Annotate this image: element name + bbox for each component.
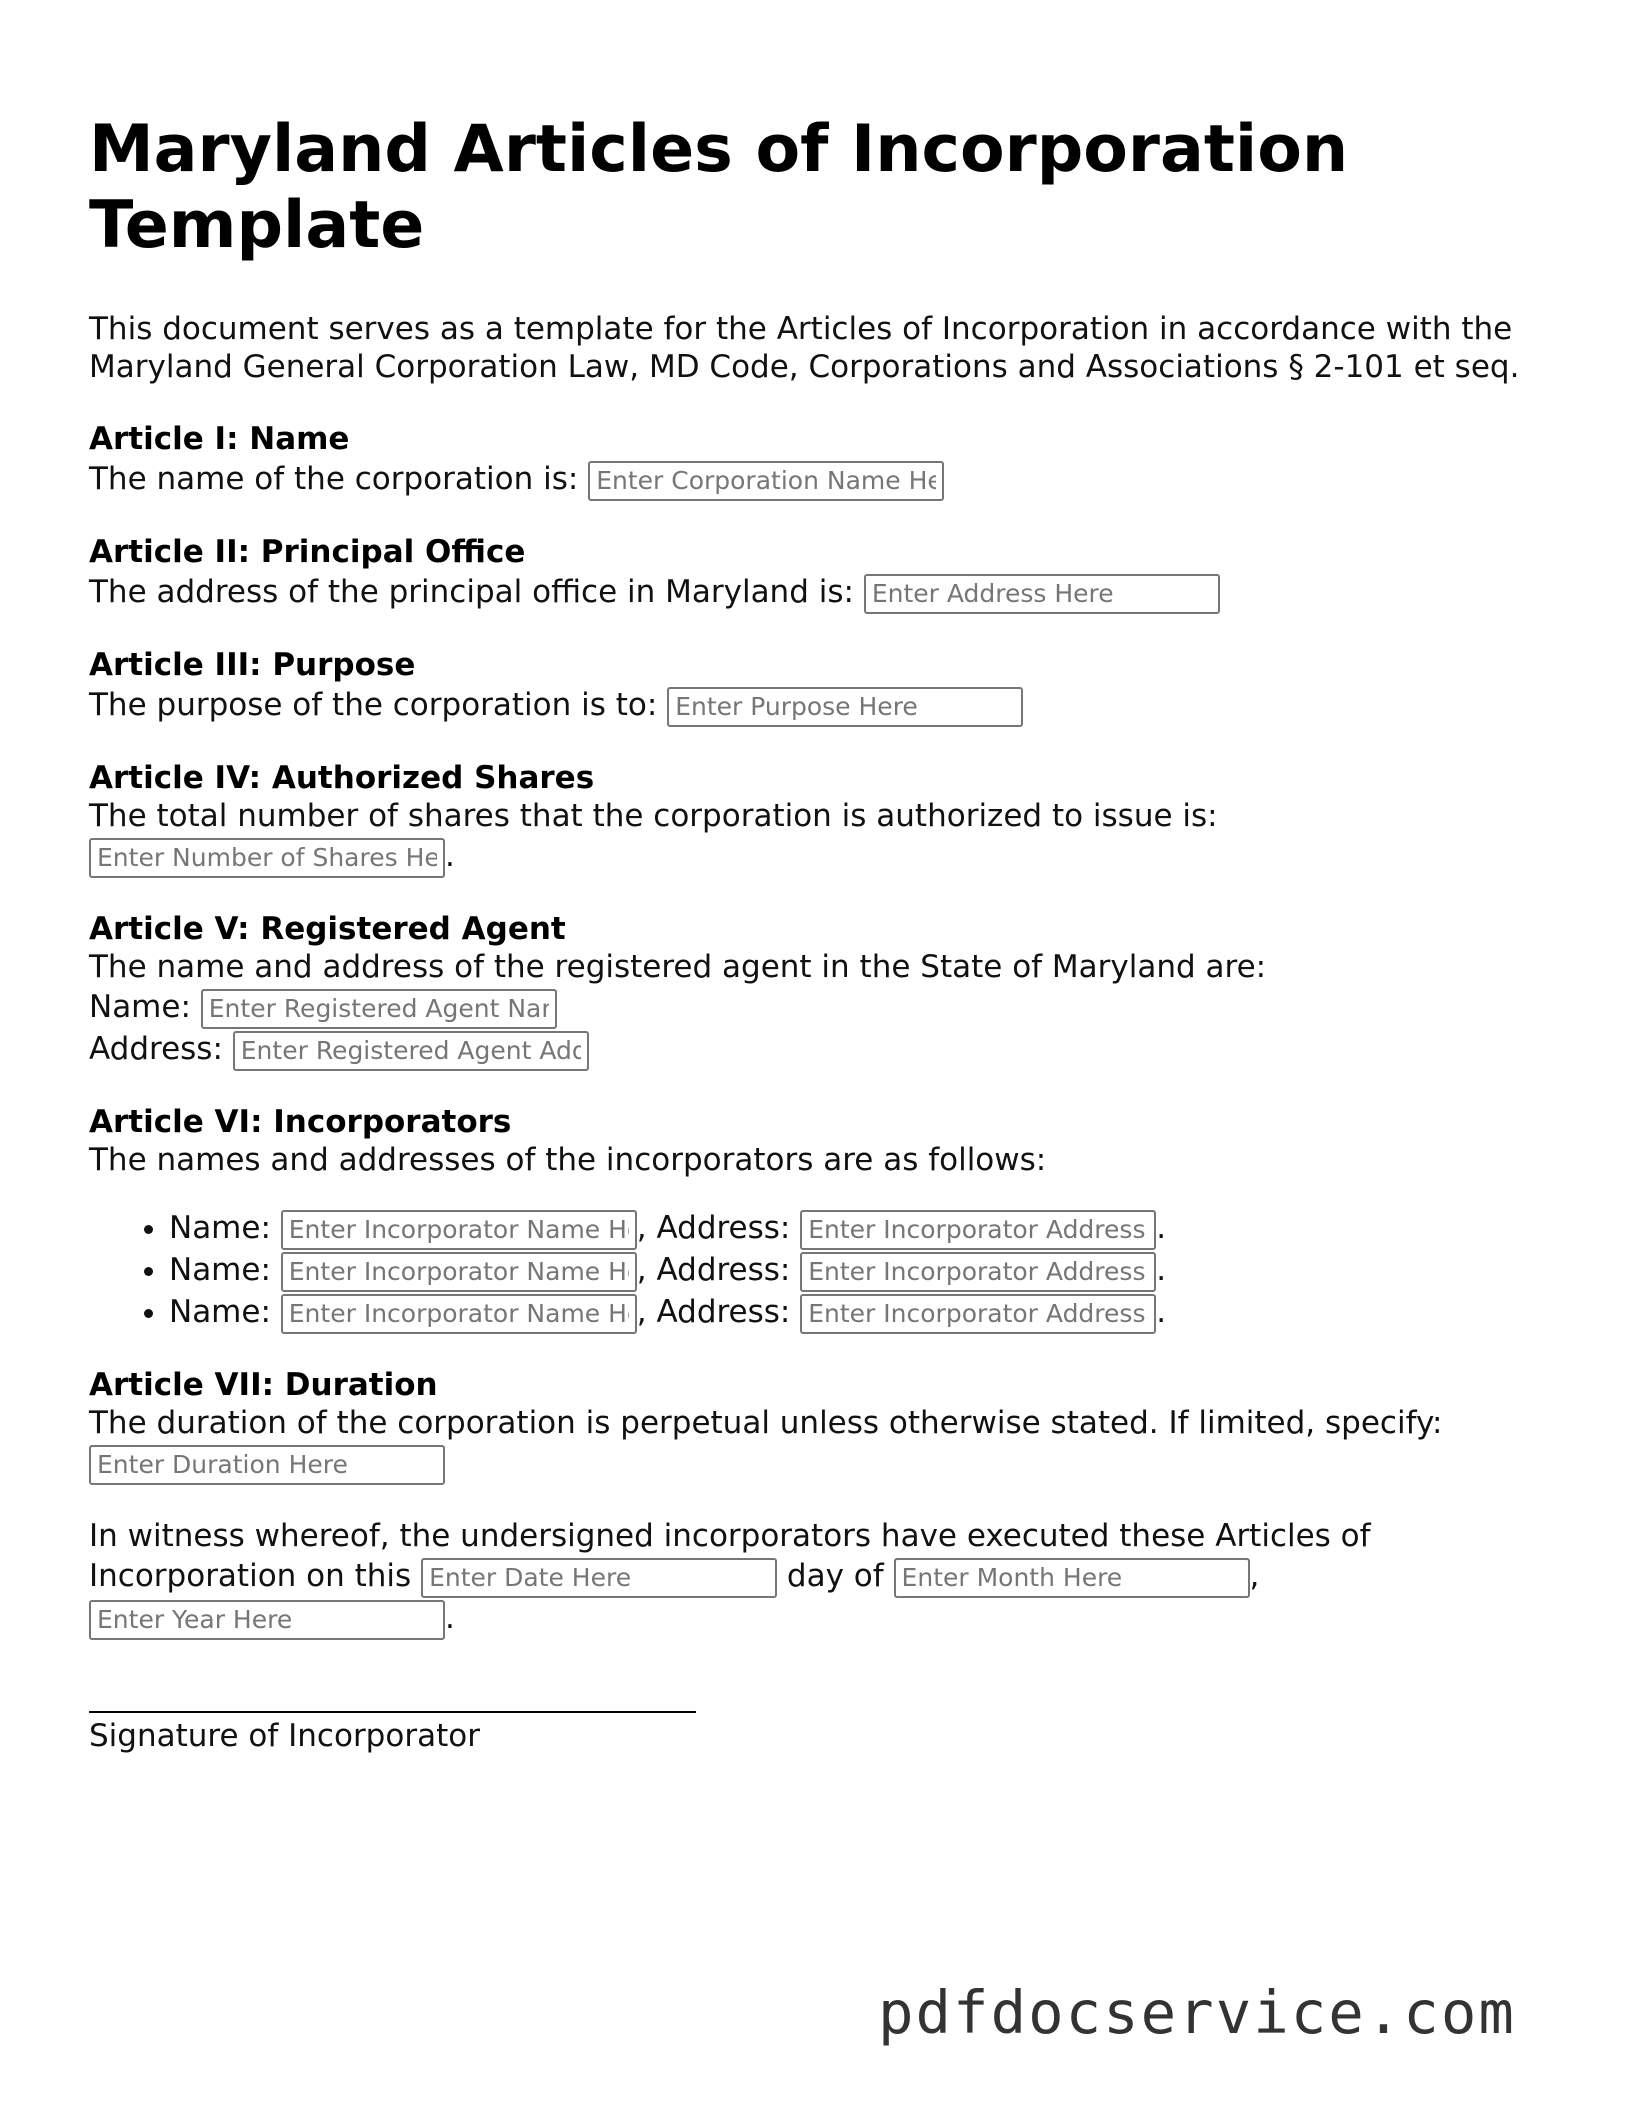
agent-address-line xyxy=(89,1028,1529,1070)
incorporator-address-input[interactable] xyxy=(800,1294,1156,1334)
article-heading: Article IV: Authorized Shares xyxy=(89,760,595,796)
article-purpose xyxy=(89,646,1529,726)
year-input[interactable] xyxy=(89,1600,445,1640)
article-text: The purpose of the corporation is to: xyxy=(89,687,658,723)
agent-name-line xyxy=(89,986,1529,1028)
article-duration xyxy=(89,1366,1529,1484)
period: . xyxy=(445,838,455,874)
incorporator-address-input[interactable] xyxy=(800,1252,1156,1292)
comma: , xyxy=(1249,1558,1260,1594)
duration-input[interactable] xyxy=(89,1445,445,1485)
article-line xyxy=(89,458,1529,500)
article-heading: Article II: Principal Office xyxy=(89,534,526,570)
article-line xyxy=(89,571,1529,613)
witness-text: In witness whereof, the undersigned incorporators have executed these Articles of xyxy=(89,1518,1371,1554)
incorporator-name-input[interactable] xyxy=(281,1294,637,1334)
period: . xyxy=(445,1600,455,1636)
intro-paragraph: This document serves as a template for the Articles of Incorporation in accordance with the Maryland General Corporation Law, MD Code, Corporations and Associations § 2-101 et seq. xyxy=(89,311,1520,385)
list-item xyxy=(169,1249,1529,1291)
article-text: The address of the principal office in Maryland is: xyxy=(89,574,854,610)
date-input[interactable] xyxy=(421,1558,777,1598)
incorporator-name-label: Name: xyxy=(169,1252,271,1288)
article-name xyxy=(89,420,1529,500)
agent-name-input[interactable] xyxy=(201,989,557,1029)
incorporator-list xyxy=(89,1207,1529,1333)
article-heading: Article VI: Incorporators xyxy=(89,1104,512,1140)
article-heading: Article I: Name xyxy=(89,421,350,457)
witness-year-line xyxy=(89,1597,1529,1639)
article-authorized-shares xyxy=(89,759,1529,877)
witness-text-2: Incorporation on this xyxy=(89,1558,412,1594)
article-text: The name of the corporation is: xyxy=(89,461,579,497)
incorporator-name-label: Name: xyxy=(169,1294,271,1330)
day-of-label: day of xyxy=(786,1558,884,1594)
period: . xyxy=(1156,1294,1167,1330)
article-heading: Article V: Registered Agent xyxy=(89,911,566,947)
article-text: The name and address of the registered agent in the State of Maryland are: xyxy=(89,949,1267,985)
signature-label: Signature of Incorporator xyxy=(89,1718,480,1754)
incorporator-address-input[interactable] xyxy=(800,1210,1156,1250)
article-incorporators xyxy=(89,1103,1529,1333)
article-text: The names and addresses of the incorporators are as follows: xyxy=(89,1142,1047,1178)
article-heading: Article III: Purpose xyxy=(89,647,416,683)
period: . xyxy=(1156,1252,1167,1288)
purpose-input[interactable] xyxy=(667,687,1023,727)
article-heading: Article VII: Duration xyxy=(89,1367,438,1403)
article-text: The duration of the corporation is perpetual unless otherwise stated. If limited, specify: xyxy=(89,1405,1443,1441)
brand-watermark: pdfdocservice.com xyxy=(878,1978,1516,2047)
article-line xyxy=(89,684,1529,726)
incorporator-name-label: Name: xyxy=(169,1210,271,1246)
agent-name-label: Name: xyxy=(89,989,191,1025)
list-item xyxy=(169,1291,1529,1333)
list-item xyxy=(169,1207,1529,1249)
document-page xyxy=(89,112,1529,1755)
article-registered-agent xyxy=(89,910,1529,1070)
agent-address-label: Address: xyxy=(89,1031,223,1067)
witness-date-line xyxy=(89,1555,1529,1597)
signature-line xyxy=(89,1711,696,1713)
article-principal-office xyxy=(89,533,1529,613)
shares-input[interactable] xyxy=(89,838,445,878)
period: . xyxy=(1156,1210,1167,1246)
incorporator-name-input[interactable] xyxy=(281,1210,637,1250)
article-text: The total number of shares that the corporation is authorized to issue is: xyxy=(89,798,1218,834)
agent-address-input[interactable] xyxy=(233,1031,589,1071)
incorporator-address-label: , Address: xyxy=(636,1294,791,1330)
principal-address-input[interactable] xyxy=(864,574,1220,614)
article-line xyxy=(89,1442,1529,1484)
article-line xyxy=(89,835,1529,877)
corporation-name-input[interactable] xyxy=(588,461,944,501)
page-title: Maryland Articles of Incorporation Template xyxy=(89,112,1349,263)
incorporator-name-input[interactable] xyxy=(281,1252,637,1292)
witness-clause xyxy=(89,1517,1529,1639)
month-input[interactable] xyxy=(894,1558,1250,1598)
incorporator-address-label: , Address: xyxy=(636,1252,791,1288)
incorporator-address-label: , Address: xyxy=(636,1210,791,1246)
